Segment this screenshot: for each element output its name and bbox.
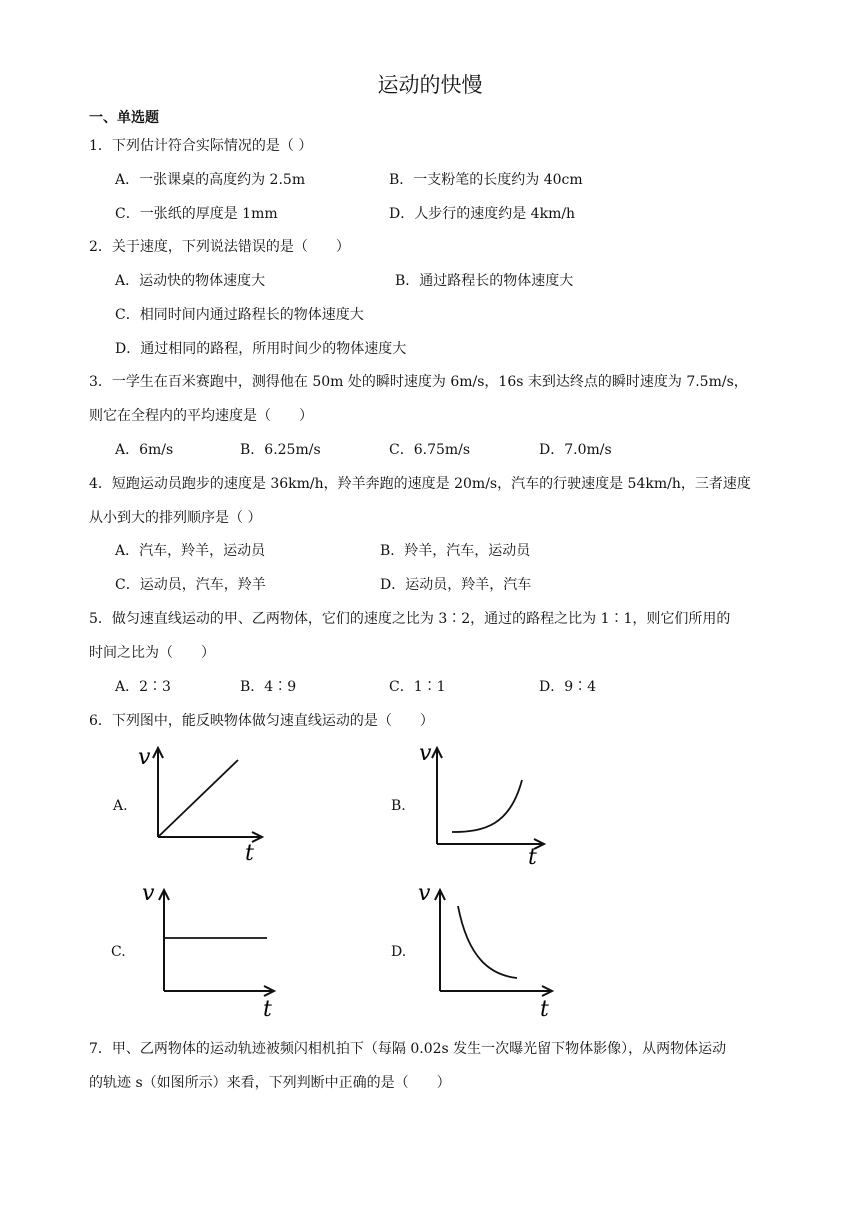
question-6-option-b-label: B. — [391, 798, 406, 814]
question-5-option-a: A．2∶3 — [115, 679, 171, 695]
question-3-stem-line2: 则它在全程内的平均速度是（ ） — [89, 408, 313, 424]
question-5-option-b: B．4∶9 — [240, 679, 297, 695]
graph-a-t-label: t — [245, 841, 254, 866]
question-6-option-c-label: C. — [111, 944, 126, 960]
question-3-option-b: B．6.25m/s — [240, 442, 321, 458]
graph-a-v-label: v — [138, 745, 151, 770]
graph-b-t-label: t — [528, 845, 537, 870]
graph-d-t-label: t — [540, 997, 549, 1022]
graph-b — [410, 740, 550, 872]
question-7-stem-line1: 7．甲、乙两物体的运动轨迹被频闪相机拍下（每隔 0.02s 发生一次曝光留下物体影像），从两物体运动 — [89, 1041, 727, 1057]
question-4-option-b: B．羚羊，汽车，运动员 — [380, 543, 531, 559]
graph-b-v-label: v — [419, 741, 432, 766]
question-1-option-c: C．一张纸的厚度是 1mm — [115, 206, 278, 222]
question-1-option-d: D．人步行的速度约是 4km/h — [389, 206, 576, 222]
question-1-option-a: A．一张课桌的高度约为 2.5m — [115, 172, 306, 188]
question-1-option-b: B．一支粉笔的长度约为 40cm — [389, 172, 583, 188]
question-2-option-a: A．运动快的物体速度大 — [115, 273, 266, 289]
question-1-stem: 1．下列估计符合实际情况的是（ ） — [89, 138, 313, 154]
section-heading: 一、单选题 — [89, 110, 159, 126]
question-4-option-c: C．运动员，汽车，羚羊 — [115, 577, 266, 593]
question-5-stem-line1: 5．做匀速直线运动的甲、乙两物体，它们的速度之比为 3∶2，通过的路程之比为 1∶1，则它们所用的 — [89, 611, 731, 627]
graph-d-curve — [458, 906, 517, 978]
question-4-stem-line1: 4．短跑运动员跑步的速度是 36km/h，羚羊奔跑的速度是 20m/s，汽车的行驶速度是 54km/h，三者速度 — [89, 476, 751, 492]
question-2-option-b: B．通过路程长的物体速度大 — [395, 273, 574, 289]
question-6-stem: 6．下列图中，能反映物体做匀速直线运动的是（ ） — [89, 713, 434, 729]
graph-d — [410, 878, 560, 1022]
graph-c-t-label: t — [263, 997, 272, 1022]
graph-c-v-label: v — [142, 881, 155, 906]
page-title: 运动的快慢 — [377, 73, 483, 97]
question-3-stem-line1: 3．一学生在百米赛跑中，测得他在 50m 处的瞬时速度为 6m/s，16s 末到达终点的瞬时速度为 7.5m/s， — [89, 374, 748, 390]
question-7-stem-line2: 的轨迹 s（如图所示）来看，下列判断中正确的是（ ） — [89, 1075, 451, 1091]
question-5-stem-line2: 时间之比为（ ） — [89, 645, 215, 661]
question-2-option-c: C．相同时间内通过路程长的物体速度大 — [115, 307, 364, 323]
graph-a — [130, 740, 270, 869]
question-2-stem: 2．关于速度，下列说法错误的是（ ） — [89, 239, 350, 255]
question-4-stem-line2: 从小到大的排列顺序是（ ） — [89, 510, 262, 526]
question-3-option-a: A．6m/s — [115, 442, 174, 458]
graph-b-curve — [452, 780, 522, 832]
question-4-option-a: A．汽车，羚羊，运动员 — [115, 543, 266, 559]
question-6-option-a-label: A. — [113, 798, 128, 814]
question-4-option-d: D．运动员，羚羊，汽车 — [380, 577, 532, 593]
question-3-option-d: D．7.0m/s — [539, 442, 612, 458]
question-6-option-d-label: D. — [391, 944, 407, 960]
question-2-option-d: D．通过相同的路程，所用时间少的物体速度大 — [115, 341, 407, 357]
graph-d-v-label: v — [418, 881, 431, 906]
question-5-option-d: D．9∶4 — [539, 679, 597, 695]
graph-a-line — [158, 760, 238, 837]
graph-c — [130, 878, 280, 1022]
question-3-option-c: C．6.75m/s — [389, 442, 471, 458]
question-5-option-c: C．1∶1 — [389, 679, 446, 695]
